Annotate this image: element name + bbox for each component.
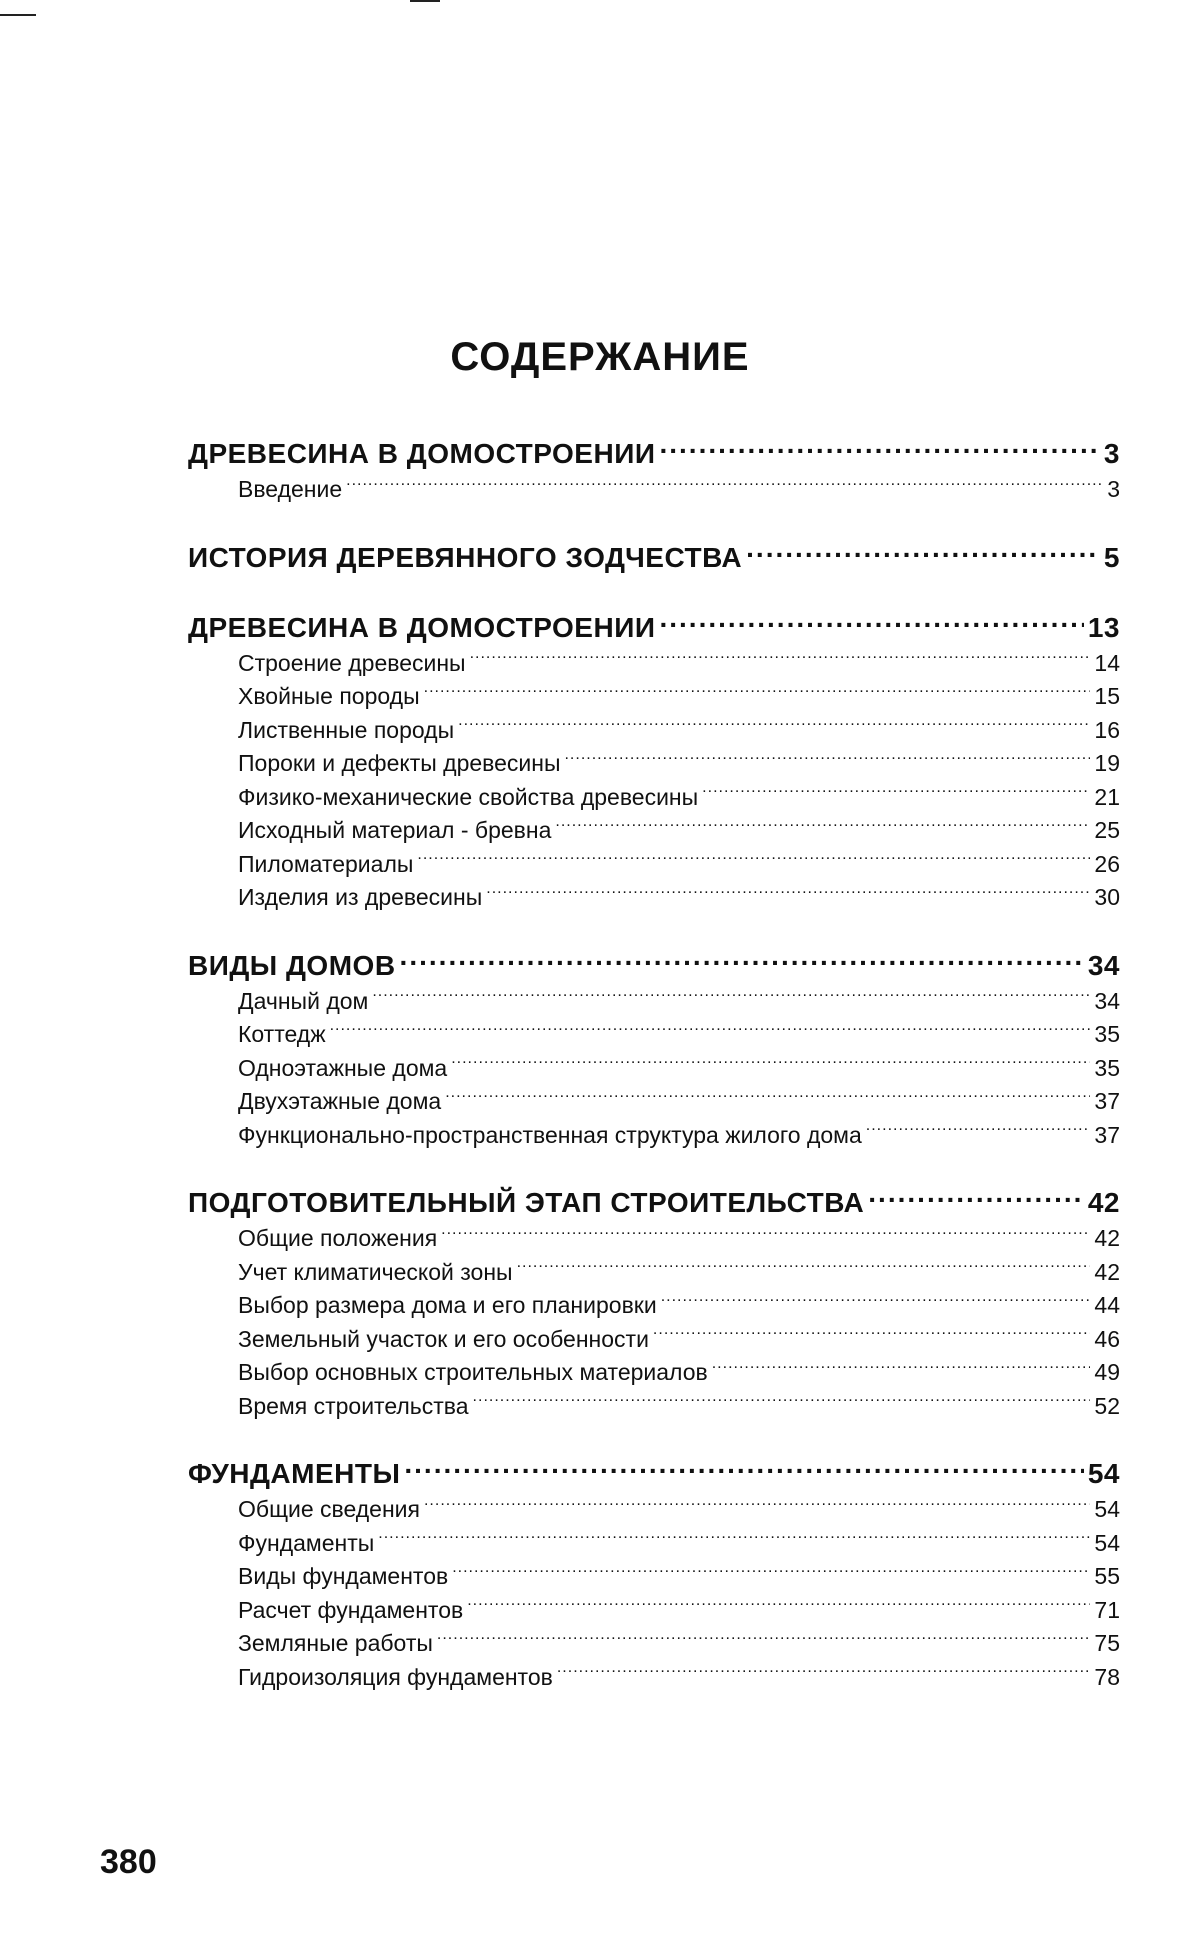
dot-leader: [330, 1019, 1091, 1042]
subsection-title: Двухэтажные дома: [238, 1088, 442, 1114]
toc-chapter-entry: [188, 947, 1120, 985]
subsection-page-number: 78: [1094, 1663, 1120, 1690]
toc-subsection-entry: [188, 1323, 1120, 1357]
dot-leader: [659, 609, 1083, 637]
dot-leader: [445, 1086, 1090, 1109]
dot-leader: [473, 1391, 1091, 1414]
toc-subsection-entry: [188, 781, 1120, 815]
subsection-title: Гидроизоляция фундаментов: [238, 1663, 553, 1690]
chapter-title: ДРЕВЕСИНА В ДОМОСТРОЕНИИ: [188, 438, 656, 469]
dot-leader: [653, 1324, 1090, 1347]
subsection-title: Хвойные породы: [238, 683, 420, 709]
subsection-title: Выбор основных строительных материалов: [238, 1359, 708, 1385]
dot-leader: [564, 748, 1090, 771]
subsection-page-number: 75: [1094, 1630, 1120, 1656]
toc-subsection-entry: [188, 1627, 1120, 1661]
toc-section: [188, 435, 1120, 507]
toc-chapter-entry: [188, 435, 1120, 473]
subsection-title: Дачный дом: [238, 987, 369, 1014]
subsection-page-number: 71: [1094, 1596, 1120, 1623]
dot-leader: [868, 1184, 1084, 1212]
subsection-title: Фундаменты: [238, 1529, 375, 1556]
toc-section: [188, 609, 1120, 915]
dot-leader: [424, 1494, 1090, 1517]
subsection-page-number: 34: [1094, 987, 1120, 1014]
dot-leader: [866, 1120, 1091, 1143]
chapter-page-number: 54: [1087, 1458, 1120, 1489]
toc-subsection-entry: [188, 1119, 1120, 1153]
dot-leader: [659, 435, 1099, 463]
chapter-title: ФУНДАМЕНТЫ: [188, 1458, 401, 1489]
chapter-title: ИСТОРИЯ ДЕРЕВЯННОГО ЗОДЧЕСТВА: [188, 541, 743, 573]
subsection-page-number: 46: [1094, 1325, 1120, 1352]
dot-leader: [417, 849, 1090, 872]
toc-subsection-entry: [188, 747, 1120, 781]
dot-leader: [404, 1455, 1083, 1483]
toc-subsection-entry: [188, 1390, 1120, 1424]
toc-subsection-entry: [188, 1560, 1120, 1594]
subsection-page-number: 14: [1094, 649, 1120, 676]
dot-leader: [372, 986, 1090, 1009]
toc-section: [188, 539, 1120, 577]
subsection-title: Общие сведения: [238, 1496, 420, 1522]
toc-subsection-entry: [188, 1661, 1120, 1695]
toc-subsection-entry: [188, 1493, 1120, 1527]
toc-subsection-entry: [188, 680, 1120, 714]
subsection-title: Пиломатериалы: [238, 850, 414, 877]
dot-leader: [451, 1053, 1090, 1076]
dot-leader: [458, 715, 1090, 738]
subsection-title: Изделия из древесины: [238, 884, 483, 910]
chapter-page-number: 3: [1103, 438, 1120, 469]
scan-artifact-mark: [0, 14, 36, 16]
subsection-page-number: 30: [1094, 884, 1120, 910]
toc-chapter-entry: [188, 609, 1120, 647]
subsection-page-number: 54: [1094, 1529, 1120, 1556]
chapter-page-number: 42: [1087, 1187, 1120, 1218]
toc-subsection-entry: [188, 1052, 1120, 1086]
toc-subsection-entry: [188, 814, 1120, 848]
subsection-title: Общие положения: [238, 1225, 438, 1251]
toc-subsection-entry: [188, 848, 1120, 882]
chapter-page-number: 5: [1103, 541, 1120, 573]
toc-subsection-entry: [188, 473, 1120, 507]
subsection-page-number: 16: [1094, 716, 1120, 743]
subsection-page-number: 52: [1094, 1392, 1120, 1419]
subsection-page-number: 15: [1094, 683, 1120, 709]
dot-leader: [424, 681, 1091, 704]
chapter-title: ПОДГОТОВИТЕЛЬНЫЙ ЭТАП СТРОИТЕЛЬСТВА: [188, 1187, 865, 1218]
dot-leader: [400, 947, 1084, 975]
chapter-page-number: 34: [1087, 949, 1120, 981]
chapter-page-number: 13: [1087, 611, 1120, 643]
subsection-page-number: 37: [1094, 1121, 1120, 1148]
subsection-title: Введение: [238, 476, 343, 502]
toc-subsection-entry: [188, 881, 1120, 915]
toc-section: [188, 947, 1120, 1153]
toc-subsection-entry: [188, 714, 1120, 748]
subsection-page-number: 35: [1094, 1021, 1120, 1047]
dot-leader: [661, 1290, 1091, 1313]
toc-subsection-entry: [188, 1594, 1120, 1628]
subsection-title: Расчет фундаментов: [238, 1596, 464, 1623]
dot-leader: [378, 1528, 1090, 1551]
scan-artifact-mark: [410, 0, 440, 2]
subsection-title: Виды фундаментов: [238, 1563, 449, 1589]
subsection-page-number: 35: [1094, 1054, 1120, 1081]
dot-leader: [702, 782, 1090, 805]
subsection-page-number: 54: [1094, 1496, 1120, 1522]
toc-chapter-entry: [188, 1455, 1120, 1493]
chapter-title: ВИДЫ ДОМОВ: [188, 949, 396, 981]
toc-subsection-entry: [188, 1018, 1120, 1052]
subsection-title: Пороки и дефекты древесины: [238, 750, 561, 776]
chapter-title: ДРЕВЕСИНА В ДОМОСТРОЕНИИ: [188, 611, 656, 643]
subsection-title: Лиственные породы: [238, 716, 455, 743]
subsection-title: Коттедж: [238, 1021, 326, 1047]
subsection-title: Земляные работы: [238, 1630, 433, 1656]
subsection-page-number: 21: [1094, 783, 1120, 810]
subsection-title: Выбор размера дома и его планировки: [238, 1292, 657, 1318]
subsection-title: Земельный участок и его особенности: [238, 1325, 649, 1352]
toc-subsection-entry: [188, 1222, 1120, 1256]
page-number: 380: [100, 1843, 157, 1881]
dot-leader: [555, 815, 1090, 838]
subsection-title: Строение древесины: [238, 649, 466, 676]
dot-leader: [470, 648, 1091, 671]
dot-leader: [712, 1357, 1091, 1380]
dot-leader: [437, 1628, 1091, 1651]
subsection-page-number: 19: [1094, 750, 1120, 776]
page-title: СОДЕРЖАНИЕ: [450, 335, 750, 379]
subsection-title: Одноэтажные дома: [238, 1054, 448, 1081]
subsection-title: Время строительства: [238, 1392, 469, 1419]
toc-section: [188, 1455, 1120, 1694]
dot-leader: [486, 882, 1090, 905]
toc-chapter-entry: [188, 1184, 1120, 1222]
dot-leader: [346, 474, 1103, 497]
toc-subsection-entry: [188, 647, 1120, 681]
toc-subsection-entry: [188, 1527, 1120, 1561]
dot-leader: [517, 1257, 1091, 1280]
toc-subsection-entry: [188, 1256, 1120, 1290]
subsection-page-number: 42: [1094, 1258, 1120, 1285]
toc-subsection-entry: [188, 1356, 1120, 1390]
subsection-title: Функционально-пространственная структура жилого дома: [238, 1121, 862, 1148]
toc-section: [188, 1184, 1120, 1423]
toc-subsection-entry: [188, 985, 1120, 1019]
subsection-page-number: 49: [1094, 1359, 1120, 1385]
subsection-page-number: 3: [1107, 476, 1120, 502]
subsection-title: Исходный материал - бревна: [238, 817, 552, 843]
toc-chapter-entry: [188, 539, 1120, 577]
subsection-title: Физико-механические свойства древесины: [238, 783, 699, 810]
dot-leader: [467, 1595, 1090, 1618]
dot-leader: [441, 1223, 1090, 1246]
subsection-page-number: 37: [1094, 1088, 1120, 1114]
dot-leader: [557, 1662, 1091, 1685]
subsection-page-number: 44: [1094, 1292, 1120, 1318]
dot-leader: [746, 539, 1100, 567]
dot-leader: [452, 1561, 1090, 1584]
subsection-page-number: 25: [1094, 817, 1120, 843]
toc-subsection-entry: [188, 1289, 1120, 1323]
subsection-title: Учет климатической зоны: [238, 1258, 513, 1285]
table-of-contents: [188, 435, 1120, 1726]
subsection-page-number: 55: [1094, 1563, 1120, 1589]
subsection-page-number: 26: [1094, 850, 1120, 877]
subsection-page-number: 42: [1094, 1225, 1120, 1251]
toc-subsection-entry: [188, 1085, 1120, 1119]
